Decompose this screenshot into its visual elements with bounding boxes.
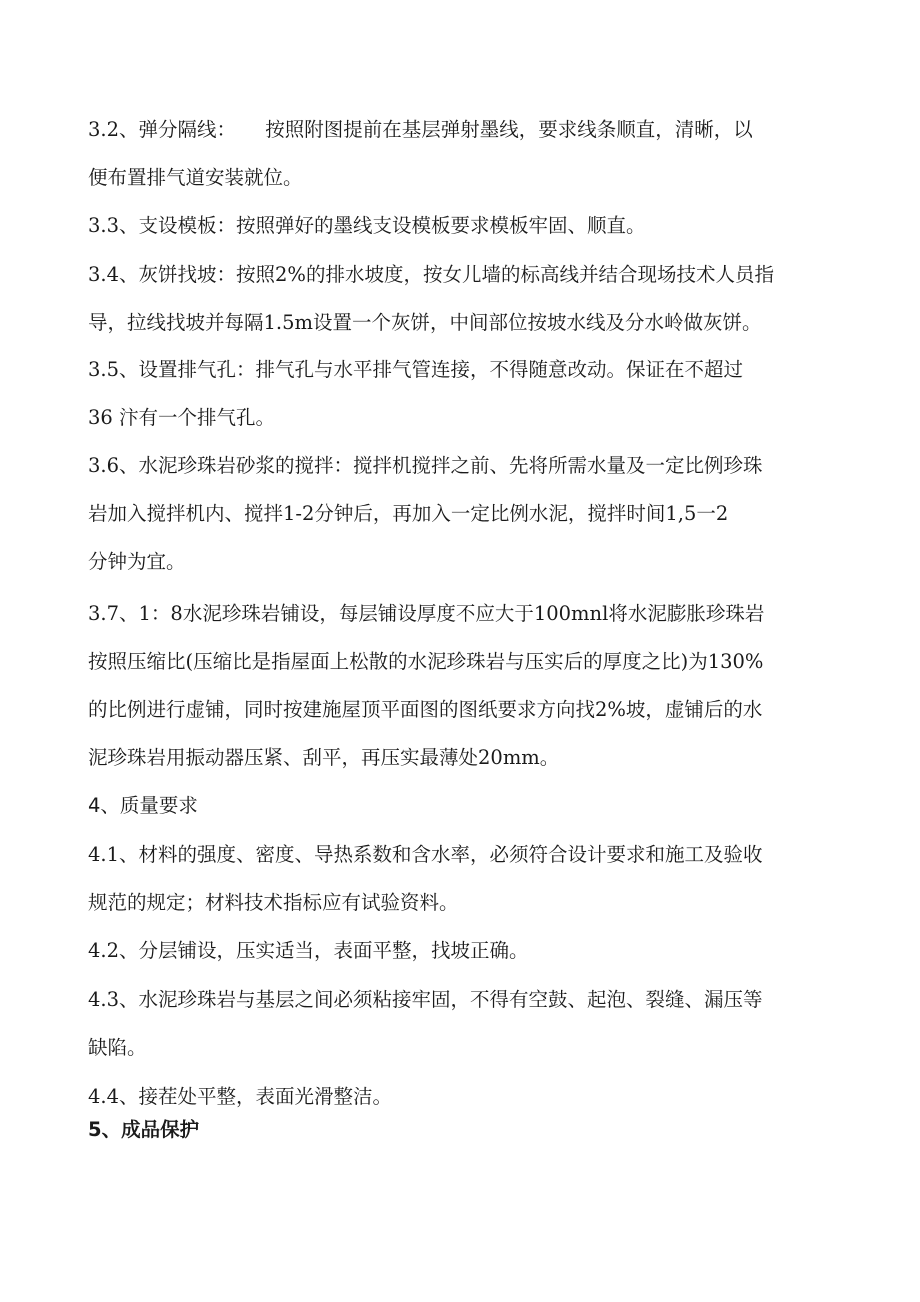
section-title: 5、成品保护 xyxy=(88,1118,200,1141)
text-line: 3.3、支设模板：按照弹好的墨线支设模板要求模板牢固、顺直。 xyxy=(88,214,646,237)
text-line: 缺陷。 xyxy=(88,1036,147,1059)
text-line: 泥珍珠岩用振动器压紧、刮平，再压实最薄处20mm。 xyxy=(88,746,560,769)
text-line: 3.7、1：8水泥珍珠岩铺设，每层铺设厚度不应大于100mnl将水泥膨胀珍珠岩 xyxy=(88,602,765,625)
text-line: 4.1、材料的强度、密度、导热系数和含水率，必须符合设计要求和施工及验收 xyxy=(88,843,763,866)
text-line: 3.6、水泥珍珠岩砂浆的搅拌：搅拌机搅拌之前、先将所需水量及一定比例珍珠 xyxy=(88,454,763,477)
text-line: 按照压缩比(压缩比是指屋面上松散的水泥珍珠岩与压实后的厚度之比)为130% xyxy=(88,650,764,673)
paragraph-3-2 xyxy=(88,106,848,202)
text-line: 4.4、接茬处平整，表面光滑整洁。 xyxy=(88,1085,393,1108)
item-4-3 xyxy=(88,976,848,1072)
item-4-2 xyxy=(88,927,848,975)
text-line: 导，拉线找坡并每隔1.5m设置一个灰饼，中间部位按坡水线及分水岭做灰饼。 xyxy=(88,311,762,334)
text-line: 规范的规定；材料技术指标应有试验资料。 xyxy=(88,891,459,914)
text-line: 4.3、水泥珍珠岩与基层之间必须粘接牢固，不得有空鼓、起泡、裂缝、漏压等 xyxy=(88,988,763,1011)
text-line: 3.2、弹分隔线： 按照附图提前在基层弹射墨线，要求线条顺直，清晰，以 xyxy=(88,118,753,141)
text-line: 的比例进行虚铺，同时按建施屋顶平面图的图纸要求方向找2%坡，虚铺后的水 xyxy=(88,698,763,721)
text-line: 3.5、设置排气孔：排气孔与水平排气管连接，不得随意改动。保证在不超过 xyxy=(88,358,744,381)
section-heading-5 xyxy=(88,1106,848,1154)
section-title: 4、质量要求 xyxy=(88,794,198,817)
paragraph-3-5 xyxy=(88,346,848,442)
text-line: 3.4、灰饼找坡：按照2%的排水坡度，按女儿墙的标高线并结合现场技术人员指 xyxy=(88,263,774,286)
paragraph-3-7 xyxy=(88,590,848,782)
section-heading-4 xyxy=(88,782,848,830)
paragraph-3-6 xyxy=(88,442,848,586)
paragraph-3-4 xyxy=(88,251,848,347)
text-line: 4.2、分层铺设，压实适当，表面平整，找坡正确。 xyxy=(88,939,529,962)
paragraph-3-3 xyxy=(88,202,848,250)
text-line: 岩加入搅拌机内、搅拌1-2分钟后，再加入一定比例水泥，搅拌时间1,5一2 xyxy=(88,502,729,525)
text-line: 36 汴有一个排气孔。 xyxy=(88,406,276,429)
text-line: 便布置排气道安装就位。 xyxy=(88,166,303,189)
text-line: 分钟为宜。 xyxy=(88,550,186,573)
item-4-1 xyxy=(88,831,848,927)
